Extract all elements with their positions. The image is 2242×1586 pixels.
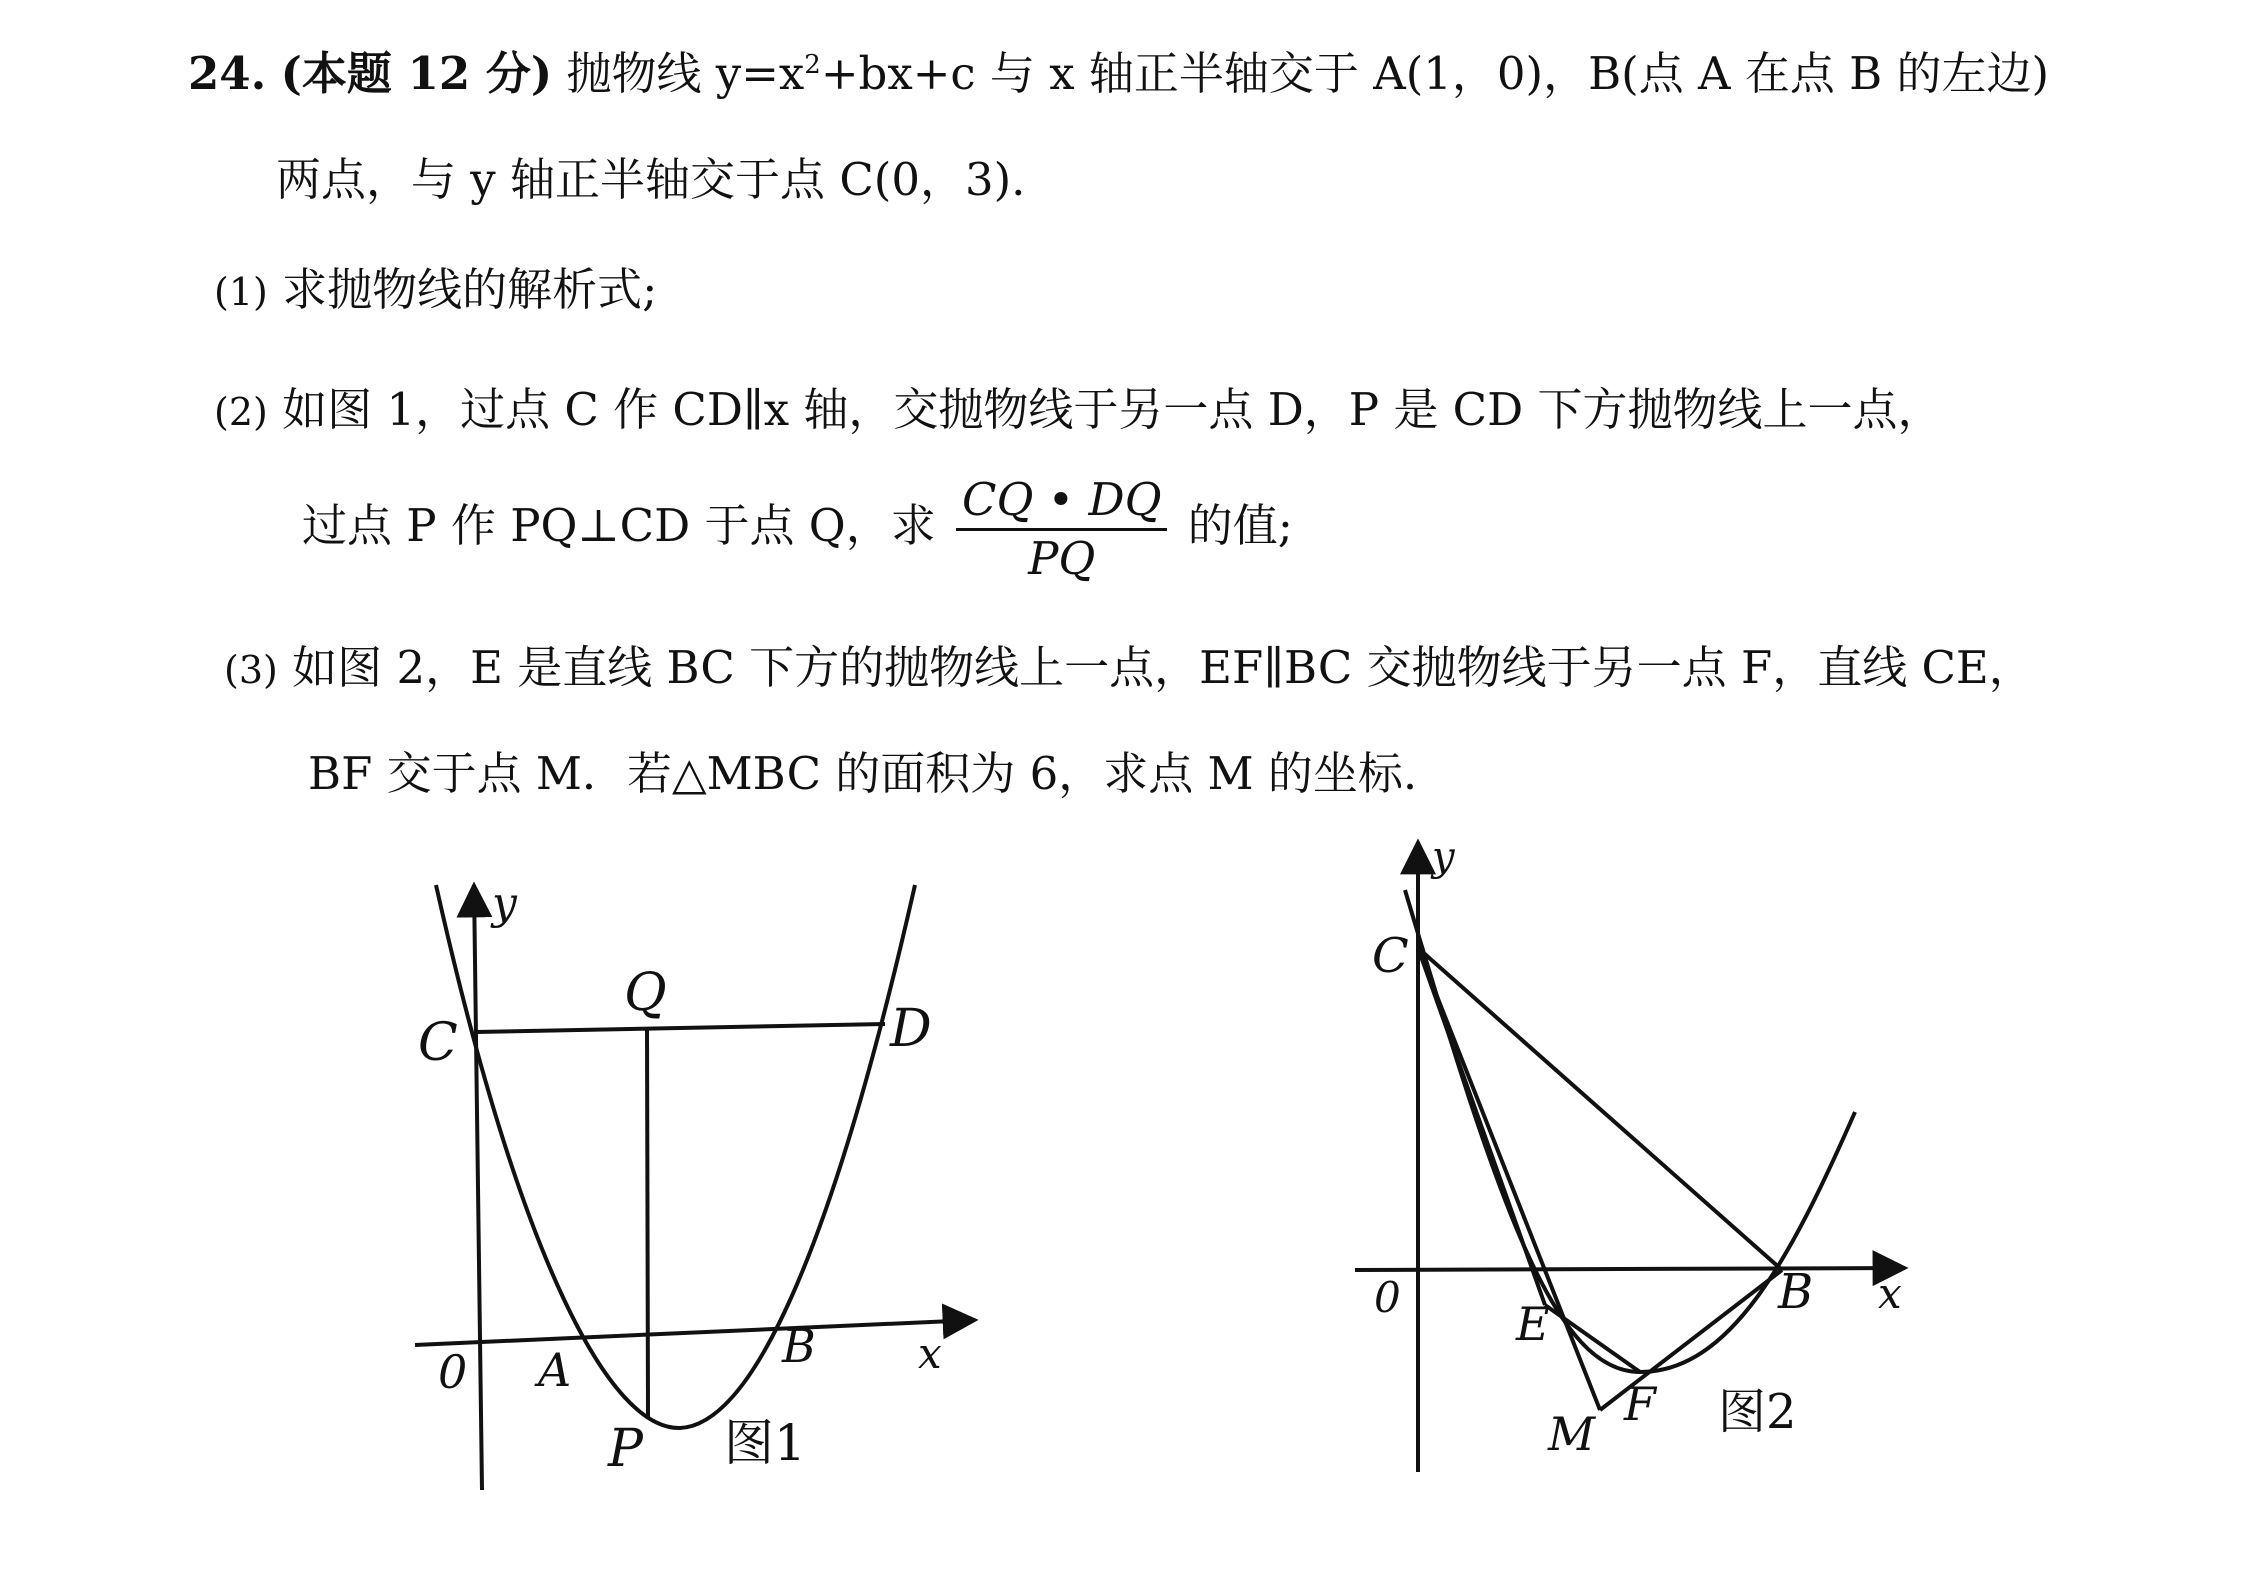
part-2-text-1: 如图 1，过点 C 作 CD∥x 轴，交抛物线于另一点 D，P 是 CD 下方抛物线上一点， [282,383,1943,436]
question-stem-pre: 抛物线 y=x [566,47,805,100]
fraction-numerator: CQ • DQ [956,472,1167,531]
part-2-text-2-pre: 过点 P 作 PQ⊥CD 于点 Q，求 [302,499,936,552]
fig2-label-e: E [1516,1297,1550,1351]
fig1-label-c: C [418,1013,458,1073]
fig2-label-m: M [1548,1407,1596,1461]
part-1-text: 求抛物线的解析式; [282,263,658,316]
question-line-2: 两点，与 y 轴正半轴交于点 C(0，3). [276,153,1026,206]
fig1-label-x: x [918,1329,942,1378]
question-stem-post: +bx+c 与 x 轴正半轴交于 A(1，0)，B(点 A 在点 B 的左边) [820,47,2050,100]
fig1-label-d: D [890,999,932,1059]
part-2-text-2-post: 的值; [1187,499,1293,552]
fig2-line-cm [1418,948,1600,1410]
fig1-parabola [436,885,915,1428]
fig1-label-b: B [782,1319,816,1373]
exponent: 2 [804,50,821,80]
fig1-label-y: y [492,878,517,929]
part-3-label: (3) [224,648,278,692]
fig1-segment-cd [476,1024,885,1032]
fig2-x-axis [1355,1268,1905,1270]
part-2-label: (2) [214,390,268,434]
fig2-label-c: C [1372,928,1409,984]
question-number: 24. [188,47,267,100]
fig2-label-b: B [1778,1264,1814,1320]
fig1-label-p: P [608,1419,643,1479]
fig2-label-y: y [1432,834,1455,880]
fig1-x-axis [415,1320,975,1345]
fig2-label-o: 0 [1374,1273,1401,1322]
fig1-segment-pq [647,1027,648,1417]
part-3-line-2: BF 交于点 M．若△MBC 的面积为 6，求点 M 的坐标. [308,747,1418,800]
fig2-line-ef [1545,1305,1640,1372]
fig2-label-f: F [1624,1377,1656,1431]
part-3-text-1: 如图 2，E 是直线 BC 下方的抛物线上一点，EF∥BC 交抛物线于另一点 F，直线 CE， [292,641,2034,694]
fig1-caption: 图1 [724,1414,806,1472]
fig2-caption: 图2 [1718,1384,1797,1440]
fig1-y-axis [474,885,482,1490]
fig2-label-x: x [1878,1269,1902,1318]
part-1-label: (1) [214,270,268,314]
fraction-denominator: PQ [1028,532,1096,585]
fig1-label-o: 0 [438,1345,468,1399]
question-points: (本题 12 分) [280,47,553,100]
fig1-label-a: A [538,1343,572,1397]
fig1-label-q: Q [624,963,667,1023]
